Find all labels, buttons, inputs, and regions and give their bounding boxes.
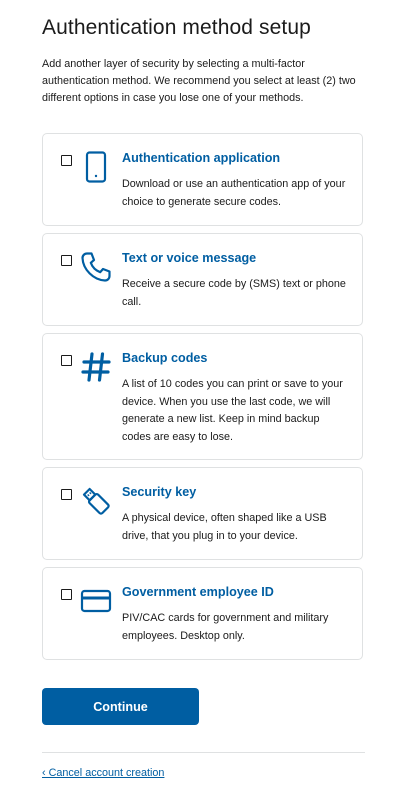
checkbox[interactable] <box>61 155 72 166</box>
option-description: Receive a secure code by (SMS) text or phone call. <box>122 278 346 308</box>
checkbox[interactable] <box>61 355 72 366</box>
option-title: Security key <box>122 485 197 499</box>
option-title: Authentication application <box>122 151 281 165</box>
option-title: Government employee ID <box>122 585 274 599</box>
option-backup-codes[interactable] <box>42 333 363 460</box>
option-government-employee-id[interactable] <box>42 567 363 660</box>
option-title: Backup codes <box>122 351 208 365</box>
option-security-key[interactable] <box>42 467 363 560</box>
cancel-account-creation-link[interactable]: ‹ Cancel account creation <box>42 767 165 779</box>
handset-icon <box>79 250 113 284</box>
usb-key-icon <box>79 484 113 518</box>
continue-button[interactable]: Continue <box>42 688 199 725</box>
checkbox[interactable] <box>61 255 72 266</box>
checkbox[interactable] <box>61 589 72 600</box>
phone-icon <box>79 150 113 184</box>
checkbox[interactable] <box>61 489 72 500</box>
hashtag-icon <box>79 350 113 384</box>
option-authentication-application[interactable] <box>42 133 363 226</box>
option-description: A list of 10 codes you can print or save to your device. When you use the last code, we will generate a new list. Keep in mind backup codes are easy to lose. <box>122 378 343 443</box>
divider <box>42 752 365 753</box>
option-text-or-voice[interactable] <box>42 233 363 326</box>
option-description: A physical device, often shaped like a USB drive, that you plug in to your device. <box>122 512 327 542</box>
option-title: Text or voice message <box>122 251 257 265</box>
intro-text: Add another layer of security by selecting a multi-factor authentication method. We recommend you select at least (2) two different options in case you lose one of your methods. <box>42 58 356 104</box>
option-description: PIV/CAC cards for government and military employees. Desktop only. <box>122 612 329 642</box>
page-title: Authentication method setup <box>42 16 311 39</box>
id-card-icon <box>79 584 113 618</box>
option-description: Download or use an authentication app of your choice to generate secure codes. <box>122 178 346 208</box>
